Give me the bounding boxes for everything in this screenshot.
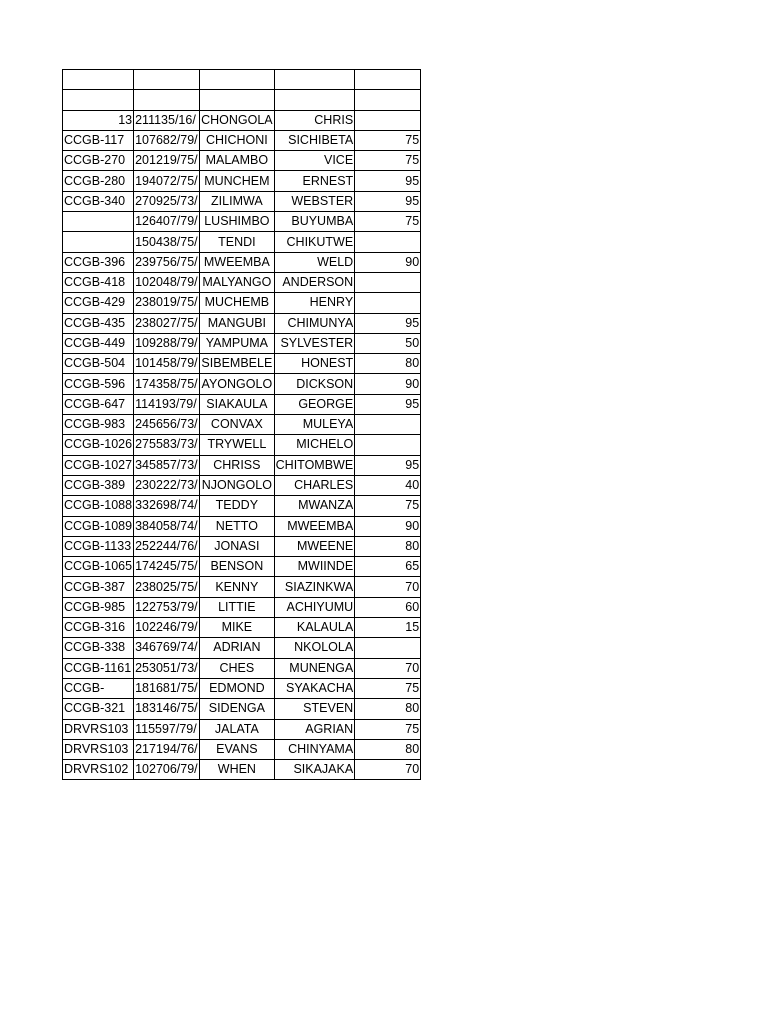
table-row <box>63 232 421 252</box>
spreadsheet-table <box>62 69 421 780</box>
score-cell[interactable] <box>355 415 421 435</box>
firstname-cell[interactable]: CHRIS <box>274 110 355 130</box>
ref-cell[interactable] <box>134 70 200 90</box>
ref-cell[interactable]: 102048/79/ <box>134 272 200 292</box>
id-cell[interactable]: CCGB-596 <box>63 374 134 394</box>
firstname-cell[interactable]: MICHELO <box>274 435 355 455</box>
surname-cell[interactable]: CONVAX <box>200 415 275 435</box>
surname-cell[interactable]: JALATA <box>200 719 275 739</box>
score-cell[interactable] <box>355 638 421 658</box>
surname-cell[interactable]: CHRISS <box>200 455 275 475</box>
firstname-cell[interactable]: ANDERSON <box>274 272 355 292</box>
table-row <box>63 496 421 516</box>
table-row <box>63 618 421 638</box>
score-cell[interactable] <box>355 90 421 110</box>
surname-cell[interactable]: TEDDY <box>200 496 275 516</box>
id-cell[interactable]: CCGB-340 <box>63 191 134 211</box>
score-cell[interactable]: 90 <box>355 252 421 272</box>
ref-cell[interactable]: 239756/75/ <box>134 252 200 272</box>
id-cell[interactable]: CCGB-504 <box>63 354 134 374</box>
id-cell[interactable]: CCGB-338 <box>63 638 134 658</box>
table-row <box>63 313 421 333</box>
score-cell[interactable]: 75 <box>355 719 421 739</box>
table-row <box>63 516 421 536</box>
ref-cell[interactable]: 345857/73/ <box>134 455 200 475</box>
surname-cell[interactable]: CHICHONI <box>200 130 275 150</box>
score-cell[interactable]: 75 <box>355 151 421 171</box>
id-cell[interactable]: DRVRS103 <box>63 719 134 739</box>
id-cell[interactable]: 13 <box>63 110 134 130</box>
ref-cell[interactable]: 230222/73/ <box>134 475 200 495</box>
firstname-cell[interactable]: WELD <box>274 252 355 272</box>
firstname-cell[interactable]: SIAZINKWA <box>274 577 355 597</box>
ref-cell[interactable]: 275583/73/ <box>134 435 200 455</box>
score-cell[interactable]: 90 <box>355 374 421 394</box>
firstname-cell[interactable]: HENRY <box>274 293 355 313</box>
table-row <box>63 455 421 475</box>
id-cell[interactable]: CCGB-1088 <box>63 496 134 516</box>
score-cell[interactable]: 80 <box>355 699 421 719</box>
table-row <box>63 252 421 272</box>
surname-cell[interactable]: KENNY <box>200 577 275 597</box>
ref-cell[interactable]: 194072/75/ <box>134 171 200 191</box>
surname-cell[interactable]: NJONGOLO <box>200 475 275 495</box>
score-cell[interactable] <box>355 110 421 130</box>
firstname-cell[interactable]: SICHIBETA <box>274 130 355 150</box>
id-cell[interactable]: CCGB-1027 <box>63 455 134 475</box>
score-cell[interactable]: 65 <box>355 557 421 577</box>
id-cell[interactable]: CCGB-435 <box>63 313 134 333</box>
id-cell[interactable] <box>63 90 134 110</box>
firstname-cell[interactable]: KALAULA <box>274 618 355 638</box>
score-cell[interactable]: 80 <box>355 739 421 759</box>
score-cell[interactable]: 95 <box>355 394 421 414</box>
id-cell[interactable]: CCGB-396 <box>63 252 134 272</box>
surname-cell[interactable]: SIAKAULA <box>200 394 275 414</box>
table-row <box>63 110 421 130</box>
ref-cell[interactable]: 238025/75/ <box>134 577 200 597</box>
id-cell[interactable] <box>63 232 134 252</box>
surname-cell[interactable]: JONASI <box>200 536 275 556</box>
score-cell[interactable] <box>355 70 421 90</box>
surname-cell[interactable]: TENDI <box>200 232 275 252</box>
table-row <box>63 435 421 455</box>
firstname-cell[interactable]: ERNEST <box>274 171 355 191</box>
firstname-cell[interactable]: SIKAJAKA <box>274 760 355 780</box>
firstname-cell[interactable]: DICKSON <box>274 374 355 394</box>
ref-cell[interactable]: 115597/79/ <box>134 719 200 739</box>
surname-cell[interactable]: MANGUBI <box>200 313 275 333</box>
surname-cell[interactable]: MUCHEMB <box>200 293 275 313</box>
table-row <box>63 678 421 698</box>
ref-cell[interactable] <box>134 90 200 110</box>
table-row <box>63 171 421 191</box>
score-cell[interactable]: 70 <box>355 658 421 678</box>
score-cell[interactable]: 95 <box>355 191 421 211</box>
id-cell[interactable]: CCGB-389 <box>63 475 134 495</box>
id-cell[interactable] <box>63 212 134 232</box>
score-cell[interactable]: 95 <box>355 171 421 191</box>
score-cell[interactable] <box>355 272 421 292</box>
table-row <box>63 658 421 678</box>
table-row <box>63 475 421 495</box>
id-cell[interactable]: CCGB-647 <box>63 394 134 414</box>
surname-cell[interactable]: LITTIE <box>200 597 275 617</box>
ref-cell[interactable]: 238019/75/ <box>134 293 200 313</box>
firstname-cell[interactable]: MWANZA <box>274 496 355 516</box>
id-cell[interactable]: CCGB- <box>63 678 134 698</box>
table-row <box>63 415 421 435</box>
table-row <box>63 394 421 414</box>
ref-cell[interactable]: 101458/79/ <box>134 354 200 374</box>
ref-cell[interactable]: 122753/79/ <box>134 597 200 617</box>
ref-cell[interactable]: 107682/79/ <box>134 130 200 150</box>
firstname-cell[interactable]: MULEYA <box>274 415 355 435</box>
firstname-cell[interactable]: AGRIAN <box>274 719 355 739</box>
id-cell[interactable]: CCGB-429 <box>63 293 134 313</box>
table-row <box>63 719 421 739</box>
score-cell[interactable]: 60 <box>355 597 421 617</box>
score-cell[interactable]: 75 <box>355 212 421 232</box>
table-row <box>63 638 421 658</box>
firstname-cell[interactable]: WEBSTER <box>274 191 355 211</box>
id-cell[interactable]: DRVRS102 <box>63 760 134 780</box>
surname-cell[interactable]: MUNCHEM <box>200 171 275 191</box>
firstname-cell[interactable]: NKOLOLA <box>274 638 355 658</box>
ref-cell[interactable]: 181681/75/ <box>134 678 200 698</box>
ref-cell[interactable]: 252244/76/ <box>134 536 200 556</box>
ref-cell[interactable]: 245656/73/ <box>134 415 200 435</box>
surname-cell[interactable]: WHEN <box>200 760 275 780</box>
surname-cell[interactable] <box>200 70 275 90</box>
id-cell[interactable] <box>63 70 134 90</box>
id-cell[interactable]: CCGB-449 <box>63 333 134 353</box>
firstname-cell[interactable] <box>274 90 355 110</box>
firstname-cell[interactable]: SYLVESTER <box>274 333 355 353</box>
id-cell[interactable]: CCGB-1089 <box>63 516 134 536</box>
firstname-cell[interactable]: CHIMUNYA <box>274 313 355 333</box>
score-cell[interactable]: 15 <box>355 618 421 638</box>
firstname-cell[interactable]: CHARLES <box>274 475 355 495</box>
score-cell[interactable]: 50 <box>355 333 421 353</box>
id-cell[interactable]: CCGB-316 <box>63 618 134 638</box>
firstname-cell[interactable]: MWEENE <box>274 536 355 556</box>
ref-cell[interactable]: 174245/75/ <box>134 557 200 577</box>
ref-cell[interactable]: 238027/75/ <box>134 313 200 333</box>
firstname-cell[interactable]: MUNENGA <box>274 658 355 678</box>
score-cell[interactable]: 95 <box>355 313 421 333</box>
id-cell[interactable]: CCGB-117 <box>63 130 134 150</box>
surname-cell[interactable]: CHONGOLA <box>200 110 275 130</box>
table-row <box>63 577 421 597</box>
surname-cell[interactable]: EDMOND <box>200 678 275 698</box>
ref-cell[interactable]: 114193/79/ <box>134 394 200 414</box>
surname-cell[interactable]: SIDENGA <box>200 699 275 719</box>
surname-cell[interactable]: YAMPUMA <box>200 333 275 353</box>
surname-cell[interactable]: EVANS <box>200 739 275 759</box>
ref-cell[interactable]: 384058/74/ <box>134 516 200 536</box>
score-cell[interactable]: 95 <box>355 455 421 475</box>
firstname-cell[interactable]: CHITOMBWE <box>274 455 355 475</box>
table-row <box>63 90 421 110</box>
table-row <box>63 191 421 211</box>
firstname-cell[interactable]: CHINYAMA <box>274 739 355 759</box>
score-cell[interactable] <box>355 232 421 252</box>
table-row <box>63 760 421 780</box>
ref-cell[interactable]: 201219/75/ <box>134 151 200 171</box>
id-cell[interactable]: CCGB-321 <box>63 699 134 719</box>
ref-cell[interactable]: 346769/74/ <box>134 638 200 658</box>
table-row <box>63 739 421 759</box>
surname-cell[interactable] <box>200 90 275 110</box>
firstname-cell[interactable]: STEVEN <box>274 699 355 719</box>
table-row <box>63 597 421 617</box>
table-row <box>63 212 421 232</box>
table-row <box>63 699 421 719</box>
score-cell[interactable] <box>355 293 421 313</box>
surname-cell[interactable]: ZILIMWA <box>200 191 275 211</box>
surname-cell[interactable]: NETTO <box>200 516 275 536</box>
score-cell[interactable]: 80 <box>355 536 421 556</box>
surname-cell[interactable]: AYONGOLO <box>200 374 275 394</box>
id-cell[interactable]: CCGB-270 <box>63 151 134 171</box>
score-cell[interactable]: 75 <box>355 678 421 698</box>
firstname-cell[interactable]: VICE <box>274 151 355 171</box>
ref-cell[interactable]: 332698/74/ <box>134 496 200 516</box>
surname-cell[interactable]: TRYWELL <box>200 435 275 455</box>
ref-cell[interactable]: 102246/79/ <box>134 618 200 638</box>
table-row <box>63 293 421 313</box>
surname-cell[interactable]: MALYANGO <box>200 272 275 292</box>
score-cell[interactable] <box>355 435 421 455</box>
firstname-cell[interactable]: CHIKUTWE <box>274 232 355 252</box>
ref-cell[interactable]: 174358/75/ <box>134 374 200 394</box>
table-row <box>63 70 421 90</box>
score-cell[interactable]: 75 <box>355 130 421 150</box>
surname-cell[interactable]: SIBEMBELE <box>200 354 275 374</box>
surname-cell[interactable]: LUSHIMBO <box>200 212 275 232</box>
id-cell[interactable]: CCGB-418 <box>63 272 134 292</box>
score-cell[interactable]: 70 <box>355 760 421 780</box>
id-cell[interactable]: CCGB-1026 <box>63 435 134 455</box>
table-row <box>63 374 421 394</box>
score-cell[interactable]: 70 <box>355 577 421 597</box>
score-cell[interactable]: 90 <box>355 516 421 536</box>
ref-cell[interactable]: 253051/73/ <box>134 658 200 678</box>
id-cell[interactable]: CCGB-1133 <box>63 536 134 556</box>
score-cell[interactable]: 80 <box>355 354 421 374</box>
id-cell[interactable]: CCGB-983 <box>63 415 134 435</box>
ref-cell[interactable]: 183146/75/ <box>134 699 200 719</box>
surname-cell[interactable]: ADRIAN <box>200 638 275 658</box>
surname-cell[interactable]: MIKE <box>200 618 275 638</box>
ref-cell[interactable]: 270925/73/ <box>134 191 200 211</box>
firstname-cell[interactable]: BUYUMBA <box>274 212 355 232</box>
table-row <box>63 130 421 150</box>
firstname-cell[interactable]: MWEEMBA <box>274 516 355 536</box>
id-cell[interactable]: CCGB-280 <box>63 171 134 191</box>
surname-cell[interactable]: BENSON <box>200 557 275 577</box>
table-row <box>63 557 421 577</box>
firstname-cell[interactable]: HONEST <box>274 354 355 374</box>
id-cell[interactable]: CCGB-1161 <box>63 658 134 678</box>
score-cell[interactable]: 75 <box>355 496 421 516</box>
ref-cell[interactable]: 150438/75/ <box>134 232 200 252</box>
firstname-cell[interactable]: SYAKACHA <box>274 678 355 698</box>
ref-cell[interactable]: 109288/79/ <box>134 333 200 353</box>
id-cell[interactable]: DRVRS103 <box>63 739 134 759</box>
id-cell[interactable]: CCGB-985 <box>63 597 134 617</box>
firstname-cell[interactable]: MWIINDE <box>274 557 355 577</box>
firstname-cell[interactable]: ACHIYUMU <box>274 597 355 617</box>
table-row <box>63 151 421 171</box>
table-row <box>63 354 421 374</box>
score-cell[interactable]: 40 <box>355 475 421 495</box>
ref-cell[interactable]: 102706/79/ <box>134 760 200 780</box>
ref-cell[interactable]: 126407/79/ <box>134 212 200 232</box>
id-cell[interactable]: CCGB-387 <box>63 577 134 597</box>
surname-cell[interactable]: MALAMBO <box>200 151 275 171</box>
table-row <box>63 272 421 292</box>
id-cell[interactable]: CCGB-1065 <box>63 557 134 577</box>
surname-cell[interactable]: CHES <box>200 658 275 678</box>
table-row <box>63 333 421 353</box>
table-row <box>63 536 421 556</box>
firstname-cell[interactable] <box>274 70 355 90</box>
ref-cell[interactable]: 217194/76/ <box>134 739 200 759</box>
surname-cell[interactable]: MWEEMBA <box>200 252 275 272</box>
spreadsheet-body <box>63 70 421 780</box>
firstname-cell[interactable]: GEORGE <box>274 394 355 414</box>
ref-cell[interactable]: 211135/16/ <box>134 110 200 130</box>
